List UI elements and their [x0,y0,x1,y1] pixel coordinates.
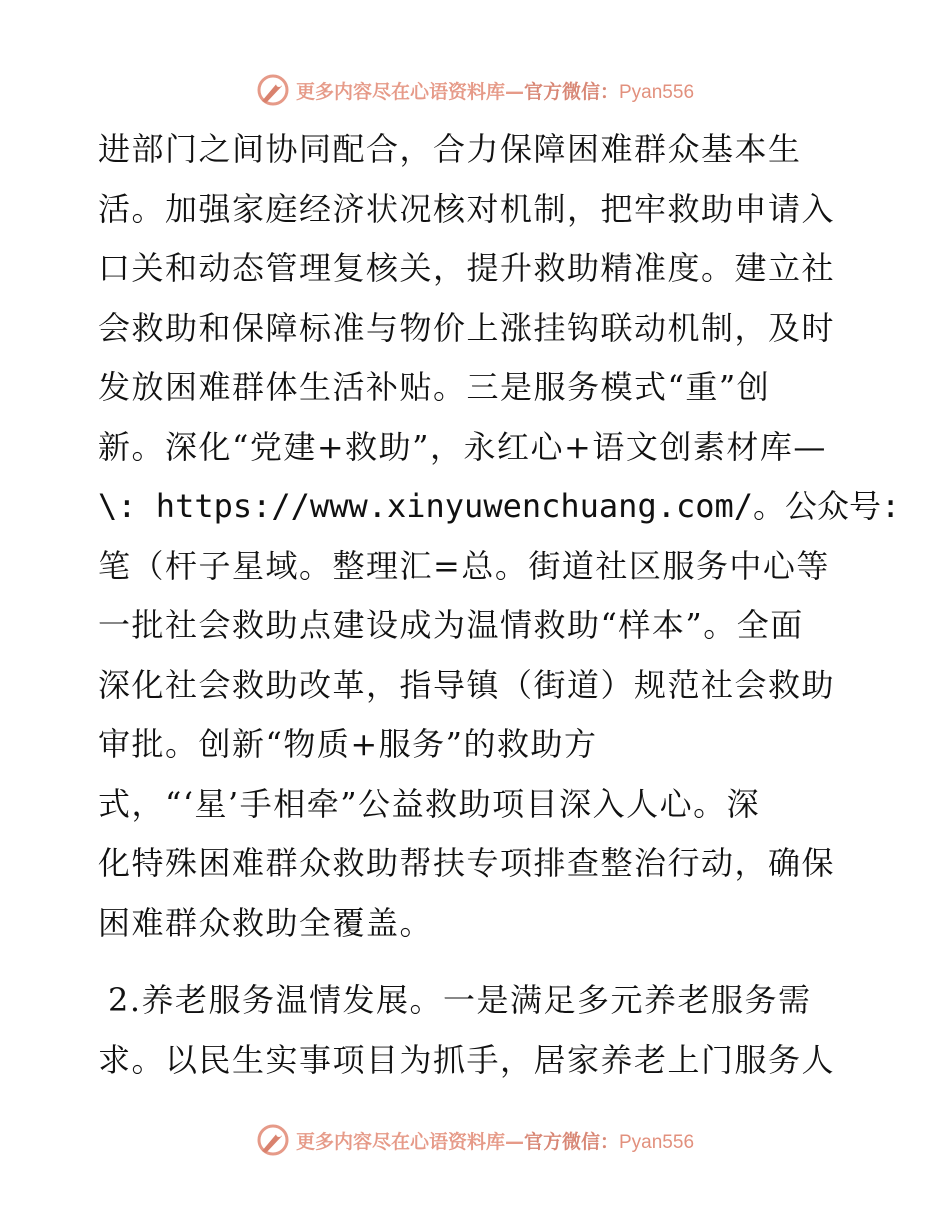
paragraph-gap [98,953,858,971]
watermark-main: 更多内容尽在心语资料库 [295,80,505,103]
paragraph-1 [98,120,901,953]
text-line: 化特殊困难群众救助帮扶专项排查整治行动，确保 [98,844,836,882]
text-line: 活。加强家庭经济状况核对机制，把牢救助申请入 [98,189,836,228]
watermark-text [296,1127,694,1154]
text-line: 会救助和保障标准与物价上涨挂钩联动机制，及时 [98,308,836,347]
text-line: 一批社会救助点建设成为温情救助“样本”。全面 [98,606,804,644]
text-line: 发放困难群体生活补贴。三是服务模式“重”创 [98,368,771,406]
text-line: 式，“‘星’手相牵”公益救助项目深入人心。深 [98,784,761,823]
text-line: 困难群众救助全覆盖。 [98,903,434,942]
text-line: 新。深化“党建+救助”，永红心+语文创素材库— [98,427,827,466]
footer-watermark [0,1120,950,1160]
watermark-official: 官方微信： [523,1130,619,1153]
text-line: 深化社会救助改革，指导镇（街道）规范社会救助 [98,665,836,704]
watermark-main: 更多内容尽在心语资料库 [295,1130,505,1153]
watermark-official: 官方微信： [523,80,619,103]
paragraph-2 [98,971,858,1090]
header-watermark [0,70,950,110]
pen-nib-circle-icon [256,73,290,107]
text-line: 求。以民生实事项目为抓手，居家养老上门服务人 [98,1040,836,1079]
pen-nib-circle-icon [256,1123,290,1157]
watermark-dash: — [504,80,524,103]
text-line: 审批。创新“物质+服务”的救助方 [98,725,598,763]
text-line: 2.养老服务温情发展。一是满足多元养老服务需 [108,981,812,1019]
text-line: 口关和动态管理复核关，提升救助精准度。建立社 [98,249,836,287]
text-line-url: \: https://www.xinyuwenchuang.com/。公众号: [98,487,901,525]
watermark-dash: — [504,1130,524,1153]
watermark-wechat-id: Pyan556 [619,81,695,103]
watermark-wechat-id: Pyan556 [619,1131,695,1153]
text-line: 进部门之间协同配合，合力保障困难群众基本生 [98,130,802,168]
document-body [98,120,901,1090]
text-line: 笔（杆子星域。整理汇=总。街道社区服务中心等 [98,546,830,585]
watermark-text [296,77,694,104]
